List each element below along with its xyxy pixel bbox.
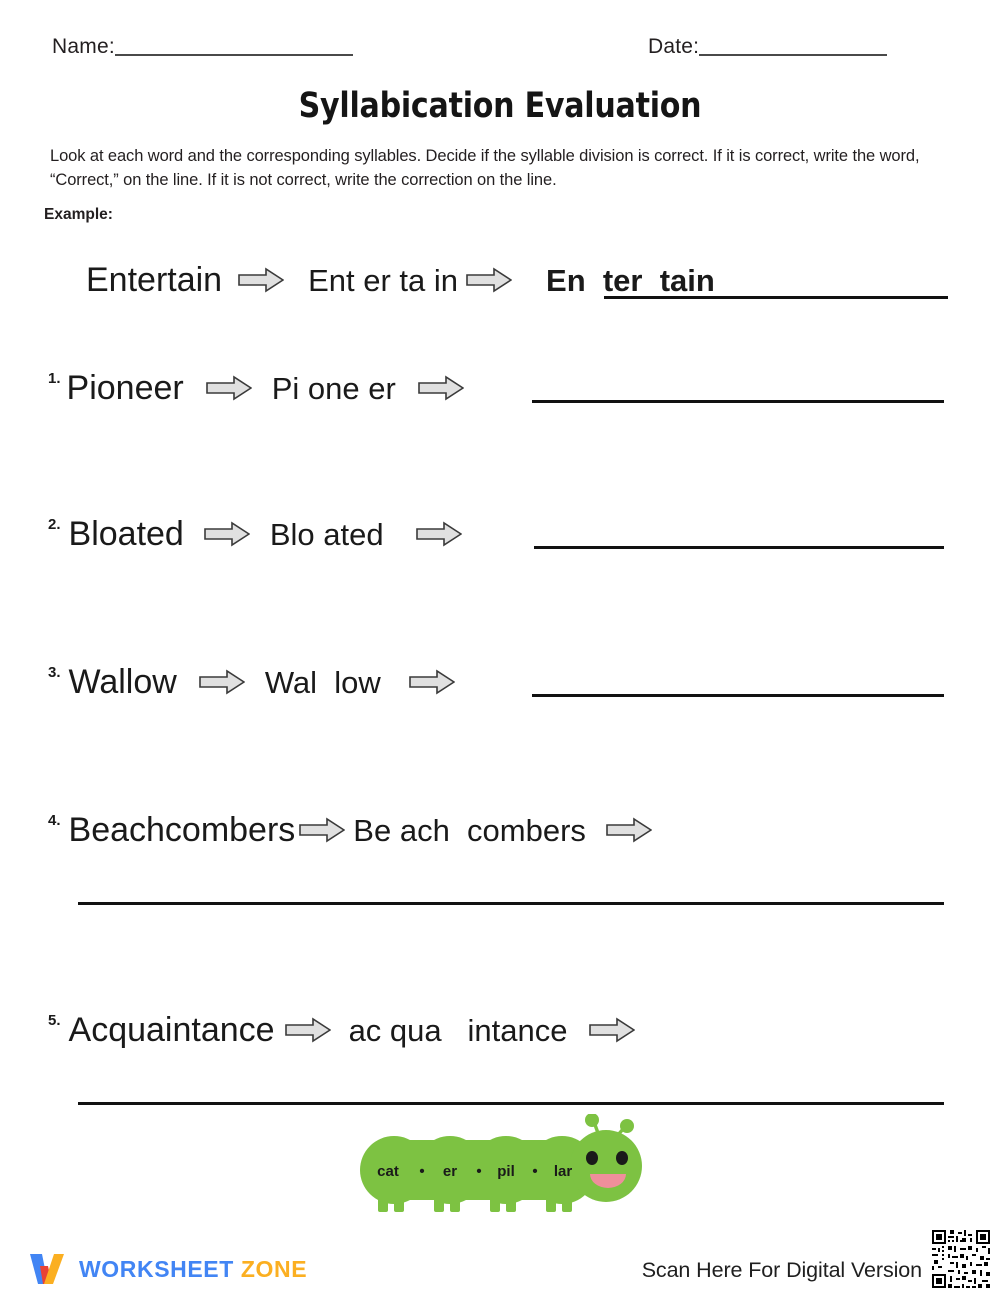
example-word: Entertain [86, 261, 223, 299]
mascot-segment-0: cat [377, 1163, 399, 1180]
problem-row-2 [0, 512, 1000, 556]
item-number-1: 1. [48, 370, 61, 387]
problem-row-1 [0, 366, 1000, 410]
item-number-2: 2. [48, 516, 61, 533]
mascot-segment-2: pil [497, 1163, 515, 1180]
problem-row-5 [0, 1008, 1000, 1052]
answer-line-2[interactable] [534, 546, 944, 549]
block-arrow-right-icon [606, 817, 652, 843]
block-arrow-right-icon [466, 267, 512, 293]
item-number-4: 4. [48, 812, 61, 829]
item-number-3: 3. [48, 664, 61, 681]
mascot-segment-1: er [442, 1163, 458, 1180]
problem-word-5: Acquaintance [68, 1011, 275, 1049]
problem-syllables-2: Blo ated [269, 516, 384, 552]
caterpillar-illustration [358, 1114, 648, 1222]
example-answer-line [604, 296, 948, 299]
scan-here-text: Scan Here For Digital Version [641, 1258, 922, 1282]
problem-syllables-1: Pi one er [271, 370, 396, 406]
item-number-5: 5. [48, 1012, 61, 1029]
block-arrow-right-icon [285, 1017, 331, 1043]
logo-text-zone: ZONE [240, 1255, 308, 1282]
problem-word-1: Pioneer [66, 369, 184, 407]
example-answer: En ter tain [546, 262, 715, 298]
problem-syllables-3: Wal low [264, 664, 381, 700]
instructions-text: Look at each word and the corresponding syllables. Decide if the syllable division is correct. If it is correct, write the word, “Correct,” on the line. If it is not correct, write the correction on the line. [50, 147, 920, 190]
mascot-segment-3: lar [553, 1163, 573, 1180]
block-arrow-right-icon [238, 267, 284, 293]
problem-syllables-5: ac qua intance [348, 1012, 568, 1048]
problem-row-4 [0, 808, 1000, 852]
block-arrow-right-icon [206, 375, 252, 401]
block-arrow-right-icon [409, 669, 455, 695]
answer-line-5[interactable] [78, 1102, 944, 1105]
block-arrow-right-icon [416, 521, 462, 547]
answer-line-1[interactable] [532, 400, 944, 403]
answer-line-3[interactable] [532, 694, 944, 697]
date-label: Date: [648, 35, 700, 58]
block-arrow-right-icon [204, 521, 250, 547]
problem-word-2: Bloated [68, 515, 184, 553]
block-arrow-right-icon [299, 817, 345, 843]
qr-code[interactable] [930, 1228, 992, 1290]
name-label: Name: [52, 35, 115, 58]
problem-word-4: Beachcombers [68, 811, 296, 849]
mascot-dot-2: • [532, 1163, 538, 1180]
name-write-line[interactable] [115, 54, 353, 56]
logo-w-mark-icon [26, 1252, 68, 1286]
problem-syllables-4: Be ach combers [353, 812, 586, 848]
problem-word-3: Wallow [68, 663, 177, 701]
example-label: Example: [44, 206, 113, 223]
example-syllables: Ent er ta in [308, 262, 459, 298]
logo-text-worksheet: WORKSHEET [79, 1255, 234, 1282]
mascot-dot-0: • [419, 1163, 425, 1180]
mascot-dot-1: • [476, 1163, 482, 1180]
name-field[interactable] [52, 36, 353, 57]
block-arrow-right-icon [418, 375, 464, 401]
logo-wordmark [79, 1255, 308, 1282]
caterpillar-head [570, 1130, 642, 1202]
worksheet-zone-logo[interactable] [26, 1252, 307, 1286]
date-field[interactable] [648, 36, 887, 57]
header-fields [0, 36, 1000, 70]
block-arrow-right-icon [199, 669, 245, 695]
block-arrow-right-icon [589, 1017, 635, 1043]
page-title: Syllabication Evaluation [298, 86, 702, 126]
answer-line-4[interactable] [78, 902, 944, 905]
problem-row-3 [0, 660, 1000, 704]
date-write-line[interactable] [699, 54, 887, 56]
